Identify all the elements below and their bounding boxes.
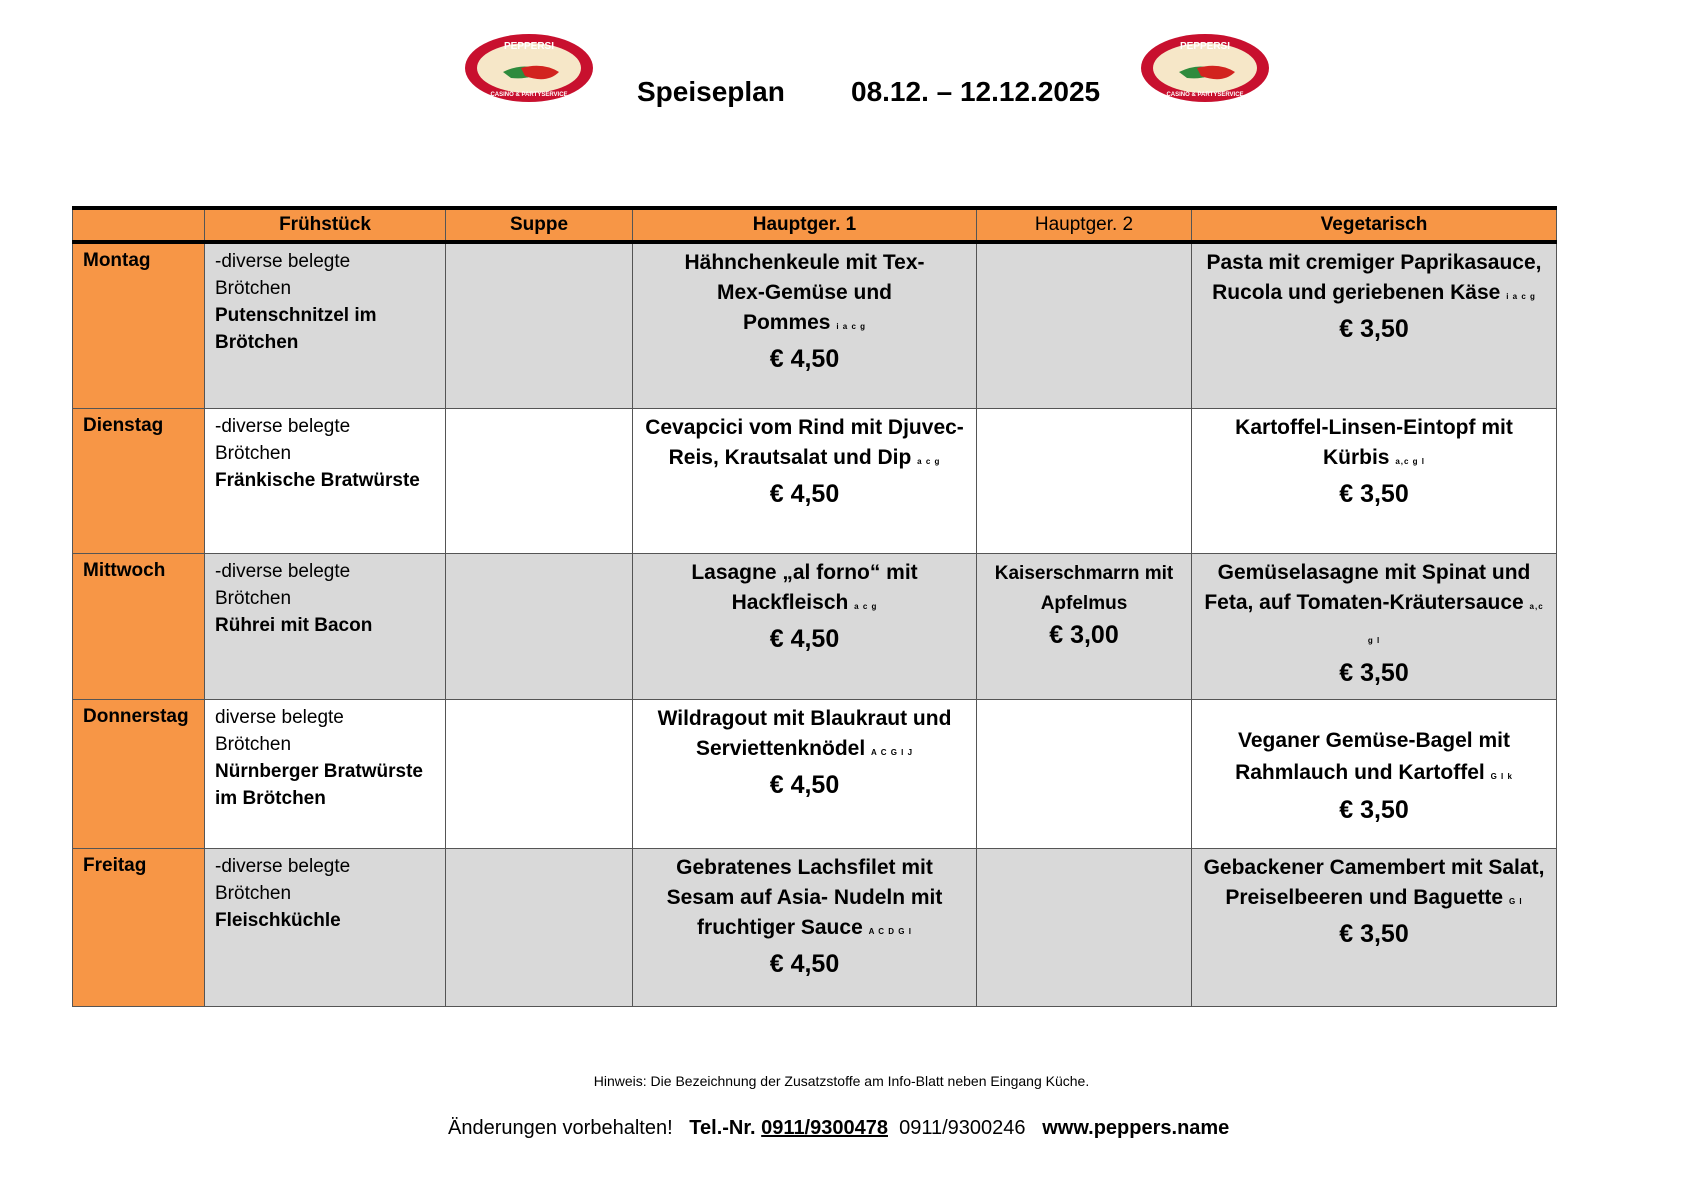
price: € 3,50 bbox=[1339, 919, 1409, 948]
fruehstueck-line: Brötchen bbox=[215, 587, 292, 609]
fruehstueck-cell bbox=[205, 242, 446, 408]
hauptgericht-2-cell bbox=[977, 242, 1192, 408]
dish-name: Wildragout mit Blaukraut und Serviettenknödel bbox=[657, 706, 952, 760]
phone-secondary: 0911/9300246 bbox=[899, 1117, 1026, 1139]
price: € 3,50 bbox=[1339, 658, 1409, 687]
dish-name: Gebratenes Lachsfilet mit Sesam auf Asia- Nudeln mit fruchtiger Sauce bbox=[666, 855, 943, 939]
suppe-cell bbox=[446, 699, 633, 848]
allergen-codes: A C D G I bbox=[868, 926, 912, 936]
hauptgericht-2-cell bbox=[977, 848, 1192, 1006]
date-range: 08.12. – 12.12.2025 bbox=[851, 76, 1101, 107]
fruehstueck-special: Fleischküchle bbox=[215, 909, 341, 931]
dish-name: Kaiserschmarrn mit Apfelmus bbox=[994, 562, 1174, 614]
col-header-fruehstueck: Frühstück bbox=[205, 208, 446, 242]
price: € 3,50 bbox=[1339, 315, 1409, 343]
svg-text:PEPPERSI: PEPPERSI bbox=[503, 41, 555, 52]
changes-notice: Änderungen vorbehalten! bbox=[448, 1117, 673, 1139]
fruehstueck-line: -diverse belegte bbox=[215, 415, 351, 437]
fruehstueck-line: diverse belegte bbox=[215, 706, 344, 728]
suppe-cell bbox=[446, 553, 633, 699]
day-label: Montag bbox=[73, 242, 205, 408]
fruehstueck-cell bbox=[205, 848, 446, 1006]
price: € 3,00 bbox=[1049, 620, 1119, 649]
allergen-codes: a,c g l bbox=[1367, 601, 1544, 645]
col-header-hauptgericht-1: Hauptger. 1 bbox=[633, 208, 977, 242]
day-label: Dienstag bbox=[73, 408, 205, 553]
fruehstueck-line: Brötchen bbox=[215, 733, 292, 755]
allergen-codes: A C G I J bbox=[871, 747, 914, 757]
day-label: Mittwoch bbox=[73, 553, 205, 699]
dish-name: Hähnchenkeule mit Tex-Mex-Gemüse und Pommes bbox=[684, 251, 925, 334]
hauptgericht-1-cell bbox=[633, 553, 977, 699]
vegetarisch-cell bbox=[1192, 553, 1557, 699]
hauptgericht-1-cell bbox=[633, 242, 977, 408]
day-label: Donnerstag bbox=[73, 699, 205, 848]
fruehstueck-special: Rührei mit Bacon bbox=[215, 614, 373, 636]
hauptgericht-2-cell bbox=[977, 553, 1192, 699]
price: € 3,50 bbox=[1339, 479, 1409, 508]
fruehstueck-line: Brötchen bbox=[215, 882, 292, 904]
allergen-codes: G I bbox=[1508, 896, 1523, 906]
fruehstueck-line: -diverse belegte bbox=[215, 251, 351, 272]
fruehstueck-line: Brötchen bbox=[215, 442, 292, 464]
hauptgericht-1-cell bbox=[633, 699, 977, 848]
table-row-mittwoch bbox=[73, 553, 1557, 699]
price: € 4,50 bbox=[769, 624, 840, 653]
fruehstueck-special: Putenschnitzel im Brötchen bbox=[215, 305, 377, 353]
fruehstueck-line: -diverse belegte bbox=[215, 855, 351, 877]
menu-table bbox=[72, 206, 1557, 1007]
fruehstueck-cell bbox=[205, 408, 446, 553]
allergen-hint: Hinweis: Die Bezeichnung der Zusatzstoffe am Info-Blatt neben Eingang Küche. bbox=[593, 1073, 1090, 1089]
dish-name: Lasagne „al forno“ mit Hackfleisch bbox=[691, 560, 918, 614]
dish-name: Veganer Gemüse-Bagel mit Rahmlauch und Kartoffel bbox=[1235, 728, 1510, 784]
table-header-row bbox=[73, 208, 1557, 242]
peppersi-logo-left bbox=[463, 32, 595, 104]
fruehstueck-special: Fränkische Bratwürste bbox=[215, 469, 420, 491]
hauptgericht-1-cell bbox=[633, 848, 977, 1006]
day-label: Freitag bbox=[73, 848, 205, 1006]
hauptgericht-2-cell bbox=[977, 408, 1192, 553]
col-header-hauptgericht-2: Hauptger. 2 bbox=[977, 208, 1192, 242]
hauptgericht-1-cell bbox=[633, 408, 977, 553]
price: € 4,50 bbox=[769, 770, 840, 799]
allergen-codes: a c g bbox=[917, 456, 941, 466]
table-row-dienstag bbox=[73, 408, 1557, 553]
vegetarisch-cell bbox=[1192, 408, 1557, 553]
price: € 4,50 bbox=[769, 345, 840, 373]
suppe-cell bbox=[446, 242, 633, 408]
vegetarisch-cell bbox=[1192, 699, 1557, 848]
allergen-codes: i a c g bbox=[1506, 292, 1536, 301]
peppersi-logo-right bbox=[1139, 32, 1271, 104]
dish-name: Gemüselasagne mit Spinat und Feta, auf Tomaten-Kräutersauce bbox=[1204, 560, 1531, 614]
fruehstueck-special: Nürnberger Bratwürste im Brötchen bbox=[215, 760, 423, 809]
page-title: Speiseplan bbox=[637, 76, 785, 107]
phone-link-primary[interactable]: 0911/9300478 bbox=[761, 1117, 888, 1139]
vegetarisch-cell bbox=[1192, 848, 1557, 1006]
allergen-codes: a c g bbox=[854, 601, 878, 611]
allergen-codes: a,c g l bbox=[1395, 456, 1426, 466]
dish-name: Pasta mit cremiger Paprikasauce, Rucola und geriebenen Käse bbox=[1206, 251, 1542, 304]
svg-text:PEPPERSI: PEPPERSI bbox=[1179, 41, 1231, 52]
dish-name: Gebackener Camembert mit Salat, Preiselbeeren und Baguette bbox=[1203, 855, 1545, 909]
dish-name: Cevapcici vom Rind mit Djuvec-Reis, Krautsalat und Dip bbox=[645, 415, 964, 469]
fruehstueck-cell bbox=[205, 553, 446, 699]
price: € 3,50 bbox=[1339, 795, 1409, 824]
svg-text:CASINO & PARTYSERVICE: CASINO & PARTYSERVICE bbox=[490, 92, 568, 98]
header-corner bbox=[73, 208, 205, 242]
price: € 4,50 bbox=[769, 479, 840, 508]
suppe-cell bbox=[446, 408, 633, 553]
fruehstueck-line: Brötchen bbox=[215, 278, 292, 299]
table-row-freitag bbox=[73, 848, 1557, 1006]
col-header-vegetarisch: Vegetarisch bbox=[1192, 208, 1557, 242]
footer-contact bbox=[448, 1117, 1229, 1140]
tel-label: Tel.-Nr. bbox=[689, 1117, 756, 1139]
allergen-codes: G I k bbox=[1490, 771, 1513, 781]
suppe-cell bbox=[446, 848, 633, 1006]
col-header-suppe: Suppe bbox=[446, 208, 633, 242]
vegetarisch-cell bbox=[1192, 242, 1557, 408]
fruehstueck-line: -diverse belegte bbox=[215, 560, 351, 582]
dish-name: Kartoffel-Linsen-Eintopf mit Kürbis bbox=[1235, 415, 1513, 469]
hauptgericht-2-cell bbox=[977, 699, 1192, 848]
price: € 4,50 bbox=[769, 949, 840, 978]
table-row-montag bbox=[73, 242, 1557, 408]
svg-text:CASINO & PARTYSERVICE: CASINO & PARTYSERVICE bbox=[1166, 92, 1244, 98]
fruehstueck-cell bbox=[205, 699, 446, 848]
website-link[interactable]: www.peppers.name bbox=[1042, 1117, 1230, 1139]
allergen-codes: i a c g bbox=[836, 322, 867, 331]
table-row-donnerstag bbox=[73, 699, 1557, 848]
